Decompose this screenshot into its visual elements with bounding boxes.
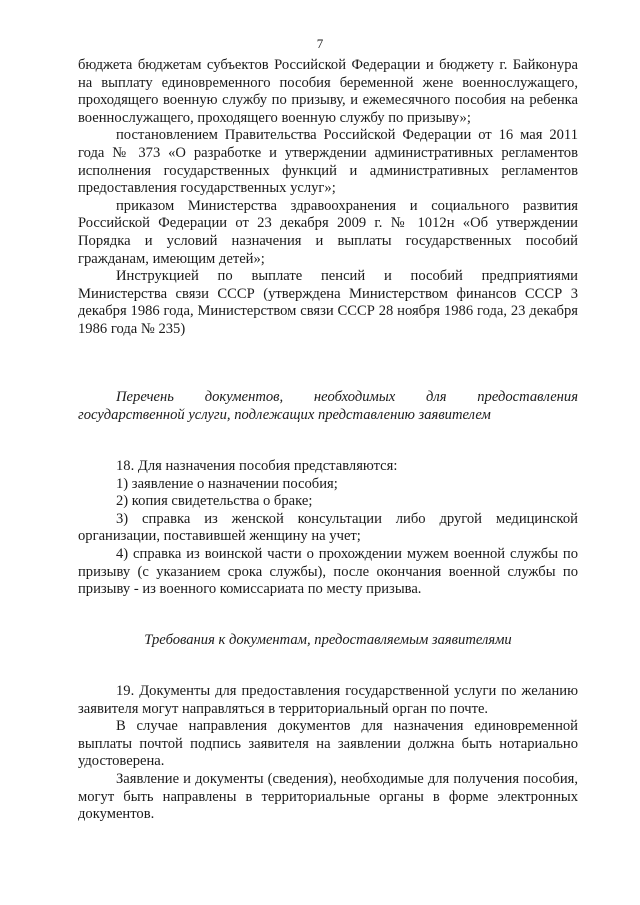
paragraph: 18. Для назначения пособия представляются: [116,458,398,474]
requirements-text [78,683,578,824]
list-item: 1) заявление о назначении пособия; [116,475,338,492]
paragraph: В случае направления документов для назначения единовременной выплаты почтой подпись заявителя на заявлении должна быть нотариально удостоверена. [78,718,578,770]
section-heading-documents-list [78,389,578,424]
paragraph: Инструкцией по выплате пенсий и пособий предприятиями Министерства связи СССР (утверждена Министерством финансов СССР 3 декабря 1986 года, Министерством связи СССР 28 ноября 1986 года, 23 декабря 1986 года № 235) [78,268,578,337]
section-heading-requirements [78,632,578,650]
list-item: 2) копия свидетельства о браке; [116,493,313,510]
paragraph: Заявление и документы (сведения), необходимые для получения пособия, могут быть направлены в территориальные органы в форме электронных документов. [78,770,578,823]
page-number: 7 [316,36,324,51]
list-item: 4) справка из воинской части о прохождении мужем военной службы по призыву (с указанием срока службы), после окончания военной службы по призыву - из военного комиссариата по месту призыва. [78,545,578,598]
paragraph: постановлением Правительства Российской Федерации от 16 мая 2011 года № 373 «О разработке и утверждении административных регламентов исполнения государственных функций и административных регламентов предоставления государственных услуг»; [78,127,578,197]
paragraph: приказом Министерства здравоохранения и социального развития Российской Федерации от 23 декабря 2009 г. № 1012н «Об утверждении Порядка и условий назначения и выплаты государственных пособий гражданам, имеющим детей»; [78,197,578,267]
list-item: 3) справка из женской консультации либо другой медицинской организации, поставившей женщину на учет; [78,510,578,545]
paragraph: 19. Документы для предоставления государственной услуги по желанию заявителя могут направляться в территориальный орган по почте. [78,683,578,717]
paragraph: бюджета бюджетам субъектов Российской Федерации и бюджету г. Байконура на выплату единовременного пособия беременной жене военнослужащего, проходящего военную службу по призыву, и ежемесячного пособия на ребенка военнослужащего, проходящего военную службу по призыву»; [78,57,578,126]
legal-basis-list [78,57,578,339]
documents-list [78,458,578,599]
heading-text: Требования к документам, предоставляемым заявителями [144,632,512,648]
heading-text: Перечень документов, необходимых для предоставления государственной услуги, подлежащих представлению заявителем [78,389,578,423]
